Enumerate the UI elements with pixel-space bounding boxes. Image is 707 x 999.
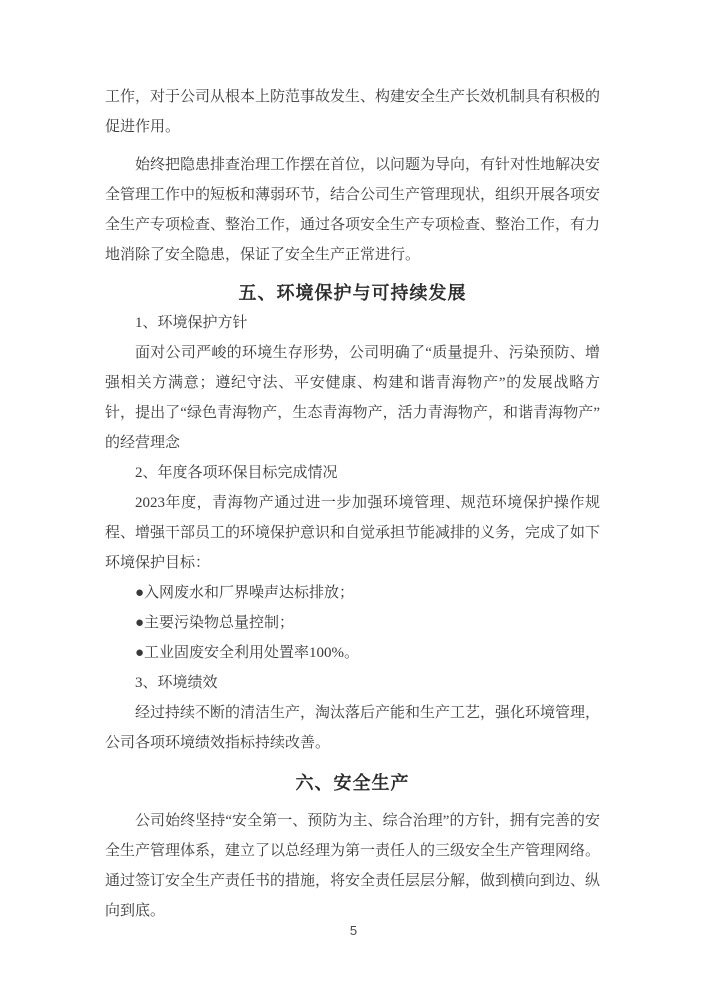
bullet-item-pollutant-control: ●主要污染物总量控制；	[135, 615, 295, 631]
section-heading-environment-protection: 五、环境保护与可持续发展	[238, 283, 467, 303]
list-heading-annual-targets: 2、年度各项环保目标完成情况	[135, 465, 338, 481]
paragraph-environment-performance: 经过持续不断的清洁生产，淘汰落后产能和生产工艺，强化环境管理，公司各项环境绩效指标持续改善。	[105, 705, 601, 751]
document-content	[105, 82, 600, 926]
paragraph-hidden-danger-inspection: 始终把隐患排查治理工作摆在首位，以问题为导向，有针对性地解决安全管理工作中的短板和薄弱环节，结合公司生产管理现状，组织开展各项安全生产专项检查、整治工作，通过各项安全生产专项检查、整治工作，有力地消除了安全隐患，保证了安全生产正常进行。	[105, 157, 601, 263]
paragraph-continued: 工作，对于公司从根本上防范事故发生、构建安全生产长效机制具有积极的促进作用。	[105, 89, 601, 135]
paragraph-annual-targets: 2023年度，青海物产通过进一步加强环境管理、规范环境保护操作规程、增强干部员工的环境保护意识和自觉承担节能减排的义务，完成了如下环境保护目标：	[105, 495, 601, 571]
paragraph-environment-policy: 面对公司严峻的环境生存形势，公司明确了“质量提升、污染预防、增强相关方满意；遵纪守法、平安健康、构建和谐青海物产”的发展战略方针，提出了“绿色青海物产，生态青海物产，活力青海物产，和谐青海物产”的经营理念	[105, 345, 600, 451]
list-heading-environment-performance: 3、环境绩效	[135, 675, 218, 691]
bullet-item-wastewater-noise: ●入网废水和厂界噪声达标排放；	[135, 585, 355, 601]
list-heading-environment-policy: 1、环境保护方针	[135, 315, 248, 331]
bullet-item-solid-waste: ●工业固废安全利用处置率100%。	[135, 645, 360, 661]
section-heading-safe-production: 六、安全生产	[295, 773, 410, 793]
page-number: 5	[349, 923, 358, 938]
paragraph-safe-production: 公司始终坚持“安全第一、预防为主、综合治理”的方针，拥有完善的安全生产管理体系，建立了以总经理为第一责任人的三级安全生产管理网络。通过签订安全生产责任书的措施，将安全责任层层分解，做到横向到边、纵向到底。	[105, 813, 601, 919]
